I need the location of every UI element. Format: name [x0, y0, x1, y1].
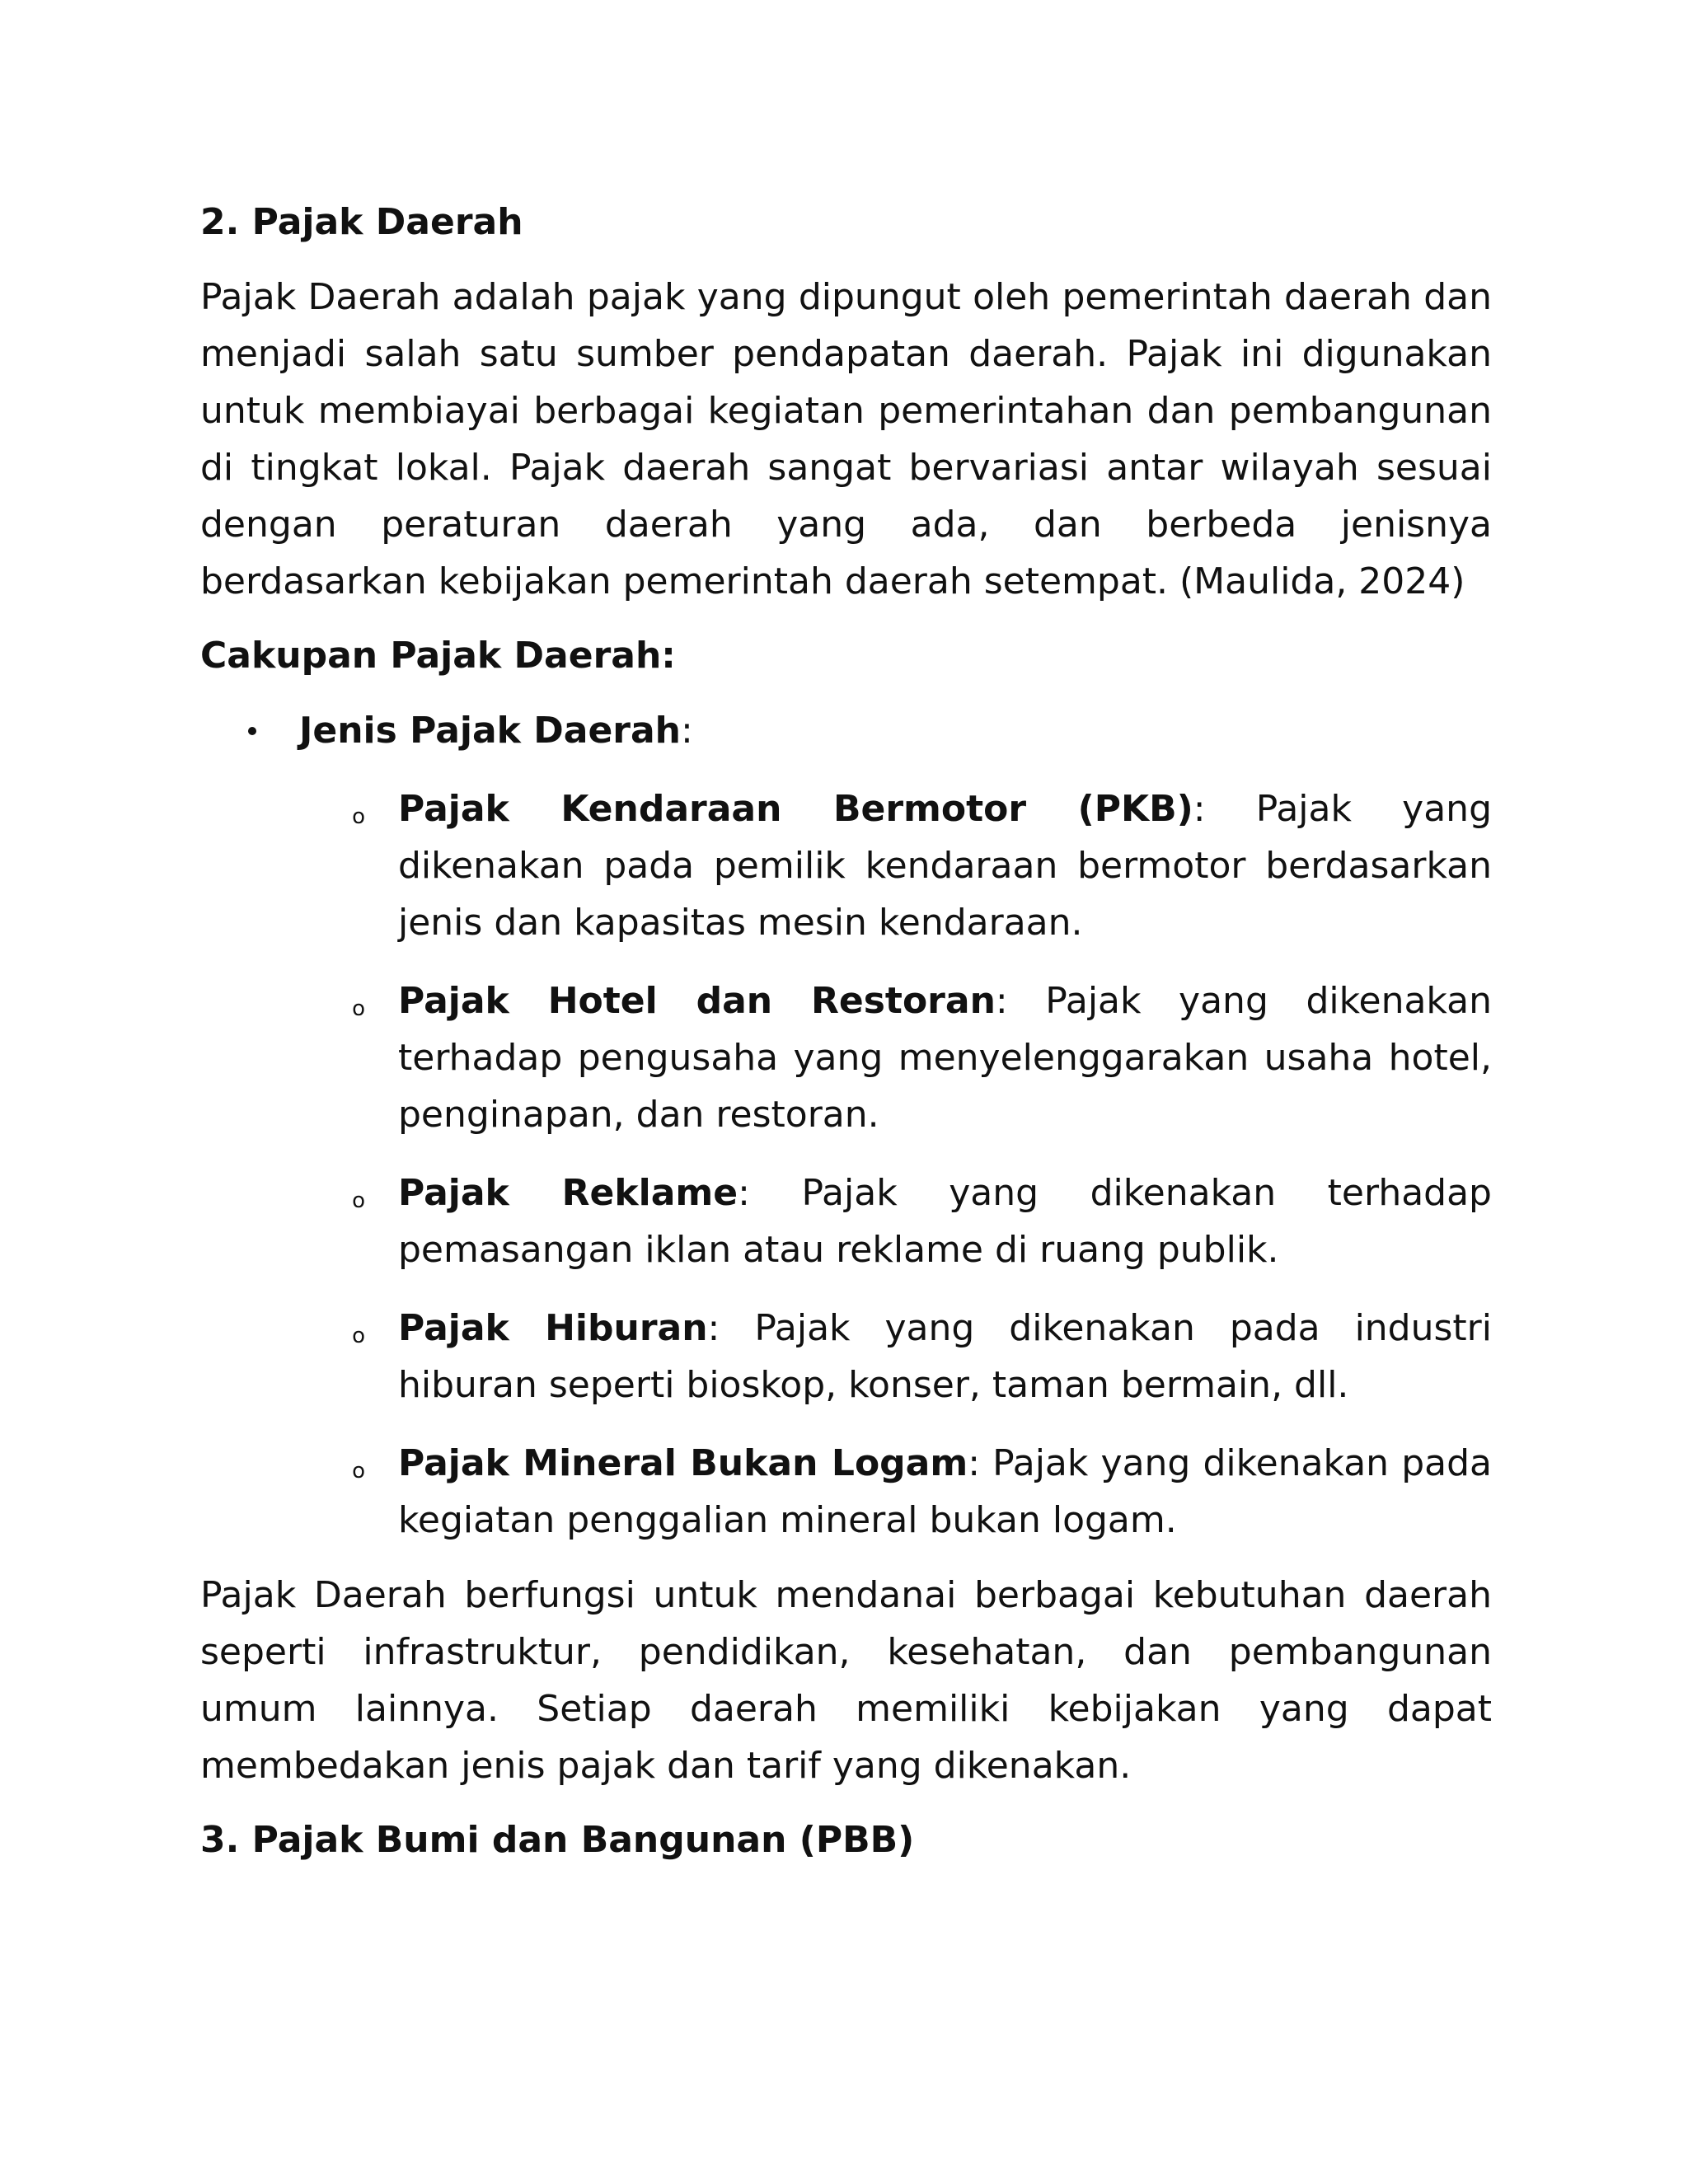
tax-types-list — [200, 702, 1492, 1549]
tax-description: : Pajak yang dikenakan terhadap pengusaha yang menyelenggarakan usaha hotel, penginapan, dan restoran. — [398, 980, 1492, 1136]
tax-description: : Pajak yang dikenakan terhadap pemasangan iklan atau reklame di ruang publik. — [398, 1172, 1492, 1271]
list-item-reklame — [299, 1165, 1492, 1278]
tax-description: : Pajak yang dikenakan pada industri hiburan seperti bioskop, konser, taman bermain, dll. — [398, 1307, 1492, 1406]
spacer — [200, 1549, 1492, 1567]
section-heading-pajak-daerah: 2. Pajak Daerah — [200, 201, 523, 243]
list-item-text — [398, 780, 1492, 951]
list-item-mineral — [299, 1435, 1492, 1549]
bullet-icon — [248, 727, 256, 735]
hollow-bullet-icon: o — [352, 996, 365, 1021]
tax-types-sublist — [299, 780, 1492, 1549]
page-content — [200, 194, 1492, 1868]
hollow-bullet-icon: o — [352, 804, 365, 829]
list-item-text — [398, 972, 1492, 1143]
list-item-text — [398, 1165, 1492, 1278]
tax-name: Pajak Mineral Bukan Logam — [398, 1442, 968, 1484]
tax-description: : Pajak yang dikenakan pada pemilik kendaraan bermotor berdasarkan jenis dan kapasitas mesin kendaraan. — [398, 788, 1492, 944]
tax-name: Pajak Reklame — [398, 1172, 738, 1214]
tax-name: Pajak Hiburan — [398, 1307, 708, 1349]
spacer — [200, 610, 1492, 628]
tax-name: Pajak Kendaraan Bermotor (PKB) — [398, 788, 1193, 830]
hollow-bullet-icon: o — [352, 1459, 365, 1483]
list-item-hiburan — [299, 1300, 1492, 1413]
types-label: Jenis Pajak Daerah — [299, 710, 682, 752]
types-label-line — [299, 702, 1492, 759]
list-item-text — [398, 1300, 1492, 1413]
intro-paragraph: Pajak Daerah adalah pajak yang dipungut oleh pemerintah daerah dan menjadi salah satu sumber pendapatan daerah. Pajak ini digunakan untuk membiayai berbagai kegiatan pemerintahan dan pembangunan di tingkat lokal. Pajak daerah sangat bervariasi antar wilayah sesuai dengan peraturan daerah yang ada, dan berbeda jenisnya berdasarkan kebijakan pemerintah daerah setempat. (Maulida, 2024) — [200, 276, 1492, 602]
scope-heading: Cakupan Pajak Daerah: — [200, 635, 676, 677]
list-item-jenis-pajak — [200, 702, 1492, 1549]
tax-name: Pajak Hotel dan Restoran — [398, 980, 996, 1022]
spacer — [200, 1794, 1492, 1812]
hollow-bullet-icon: o — [352, 1324, 365, 1348]
spacer — [200, 684, 1492, 702]
closing-paragraph: Pajak Daerah berfungsi untuk mendanai berbagai kebutuhan daerah seperti infrastruktur, pendidikan, kesehatan, dan pembangunan umum lainnya. Setiap daerah memiliki kebijakan yang dapat membedakan jenis pajak dan tarif yang dikenakan. — [200, 1574, 1492, 1787]
tax-description: : Pajak yang dikenakan pada kegiatan penggalian mineral bukan logam. — [398, 1442, 1492, 1541]
hollow-bullet-icon: o — [352, 1188, 365, 1213]
list-item-text — [398, 1435, 1492, 1549]
spacer — [200, 251, 1492, 269]
list-item-pkb — [299, 780, 1492, 951]
list-item-hotel-restoran — [299, 972, 1492, 1143]
types-label-colon: : — [681, 710, 693, 752]
section-heading-pbb: 3. Pajak Bumi dan Bangunan (PBB) — [200, 1819, 915, 1861]
